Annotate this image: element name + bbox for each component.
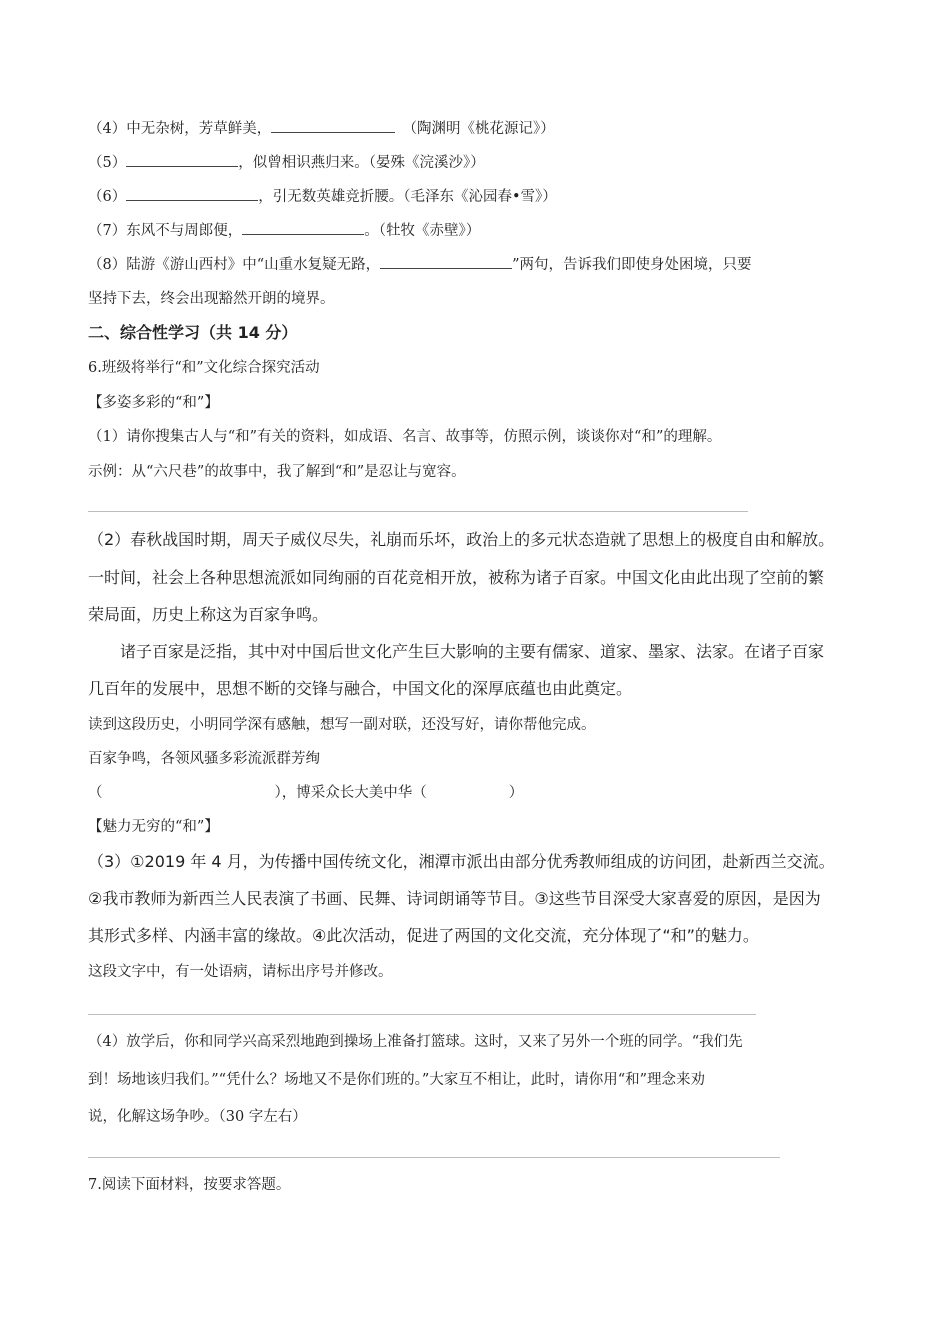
part-3-line-2: ②我市教师为新西兰人民表演了书画、民舞、诗词朗诵等节目。③这些节目深受大家喜爱的原因，是因为 <box>88 889 821 908</box>
poem-q8 <box>88 253 752 275</box>
question-6-title: 6.班级将举行“和”文化综合探究活动 <box>88 360 320 376</box>
poem-q6-number: （6） <box>88 189 127 205</box>
answer-line[interactable] <box>88 511 748 512</box>
poem-q7 <box>88 219 480 241</box>
part-1-example: 示例：从“六尺巷”的故事中，我了解到“和”是忍让与宽容。 <box>88 464 466 480</box>
part-2-line-2: 一时间，社会上各种思想流派如同绚丽的百花竞相开放，被称为诸子百家。中国文化由此出现了空前的繁 <box>88 568 825 587</box>
question-7-title: 7.阅读下面材料，按要求答题。 <box>88 1177 291 1193</box>
section-title: 二、综合性学习（共 14 分） <box>88 323 298 342</box>
answer-blank[interactable] <box>126 185 258 201</box>
part-2-line-4: 诸子百家是泛指，其中对中国后世文化产生巨大影响的主要有儒家、道家、墨家、法家。在诸子百家 <box>88 642 825 661</box>
couplet-open-paren: （ <box>88 785 103 801</box>
poem-q5 <box>88 151 485 173</box>
poem-q8-text: （8）陆游《游山西村》中“山重水复疑无路， <box>88 257 381 273</box>
couplet-close-paren: ） <box>508 785 524 801</box>
part-2-line-5: 几百年的发展中，思想不断的交锋与融合，中国文化的深厚底蕴也由此奠定。 <box>88 679 633 698</box>
poem-q4-text: （4）中无杂树，芳草鲜美， <box>88 121 272 137</box>
part-2-task: 读到这段历史，小明同学深有感触，想写一副对联，还没写好，请你帮他完成。 <box>88 717 596 733</box>
poem-q7-source: 。（牡牧《赤壁》） <box>364 223 481 239</box>
part-1-prompt: （1）请你搜集古人与“和”有关的资料，如成语、名言、故事等，仿照示例，谈谈你对“和”的理解。 <box>88 429 722 445</box>
poem-q5-text: ，似曾相识燕归来。（晏殊《浣溪沙》） <box>238 155 485 171</box>
couplet-second-line <box>88 783 523 803</box>
part-3-line-1: （3）①2019 年 4 月，为传播中国传统文化，湘潭市派出由部分优秀教师组成的访问团，赴新西兰交流。 <box>88 852 835 871</box>
poem-q8-continued: 坚持下去，终会出现豁然开朗的境界。 <box>88 291 335 307</box>
poem-q4 <box>88 117 555 139</box>
poem-q6 <box>88 185 557 207</box>
answer-blank[interactable] <box>242 219 364 235</box>
answer-blank[interactable] <box>126 151 238 167</box>
couplet-second-text: ），博采众长大美中华（ <box>274 785 427 801</box>
part-3-task: 这段文字中，有一处语病，请标出序号并修改。 <box>88 964 393 980</box>
couplet-first-line: 百家争鸣，各领风骚多彩流派群芳绚 <box>88 751 320 767</box>
poem-q7-text: （7）东风不与周郎便， <box>88 223 243 239</box>
poem-q5-number: （5） <box>88 155 127 171</box>
poem-q6-text: ，引无数英雄竞折腰。（毛泽东《沁园春•雪》） <box>258 189 557 205</box>
part-2-line-3: 荣局面，历史上称这为百家争鸣。 <box>88 605 329 624</box>
part-2-line-1: （2）春秋战国时期，周天子威仪尽失，礼崩而乐坏，政治上的多元状态造就了思想上的极度自由和解放。 <box>88 530 835 549</box>
part-4-line-1: （4）放学后，你和同学兴高采烈地跑到操场上准备打篮球。这时，又来了另外一个班的同学。“我们先 <box>88 1034 743 1050</box>
answer-line[interactable] <box>88 1014 756 1015</box>
subsection-title-1: 【多姿多彩的“和”】 <box>88 395 219 411</box>
answer-line[interactable] <box>88 1157 780 1158</box>
part-4-line-3: 说，化解这场争吵。（30 字左右） <box>88 1109 307 1125</box>
answer-blank[interactable] <box>380 253 512 269</box>
part-3-line-3: 其形式多样、内涵丰富的缘故。④此次活动，促进了两国的文化交流，充分体现了“和”的魅力。 <box>88 926 759 945</box>
poem-q8-text-end: ”两句，告诉我们即使身处困境，只要 <box>512 257 752 273</box>
part-4-line-2: 到！场地该归我们。”“凭什么？场地又不是你们班的。”大家互不相让，此时，请你用“和”理念来劝 <box>88 1072 706 1088</box>
poem-q4-source: （陶渊明《桃花源记》） <box>395 121 555 137</box>
answer-blank[interactable] <box>271 117 395 133</box>
subsection-title-2: 【魅力无穷的“和”】 <box>88 819 219 835</box>
